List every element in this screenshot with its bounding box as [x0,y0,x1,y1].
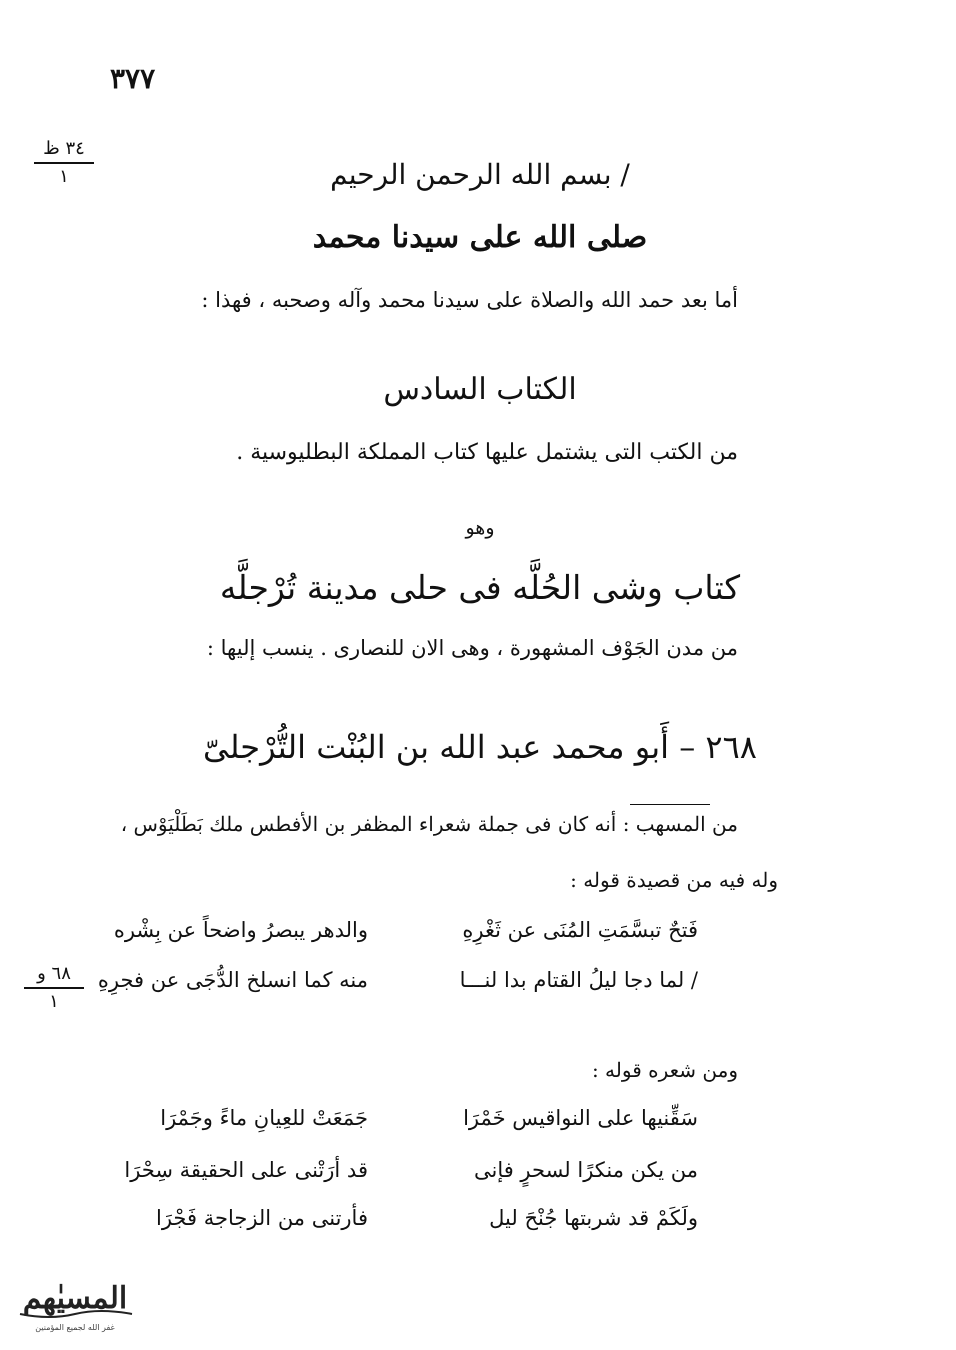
verse-second-hemistich: منه كما انسلخ الدُّجَى عن فجرِهِ [97,968,368,992]
margin-ref-manuscript: ١ [59,166,69,187]
stamp-text: المسيٰهم [22,1281,128,1316]
margin-ref-rule [34,162,94,164]
verse-first-hemistich: سَقِّنيها على النواقيس خَمْرَا [463,1106,698,1130]
margin-ref-rule [24,987,84,989]
verse-line [78,1106,698,1146]
verse-second-hemistich: جَمَعَتْ للعِيانِ ماءً وجَمْرَا [160,1106,368,1130]
verse-line [78,918,698,958]
margin-folio-ref [24,965,84,1011]
verse-second-hemistich: فأرتنى من الزجاجة فَجْرَا [156,1206,368,1230]
verse-line [78,1206,698,1246]
source-rule [630,804,710,805]
poem-intro: وله فيه من قصيدة قوله : [570,868,778,892]
verse-line [78,1158,698,1198]
library-stamp-logo [10,1268,140,1338]
book-subtitle: من الكتب التى يشتمل عليها كتاب المملكة البطليوسية . [236,440,738,465]
verse-first-hemistich: فَتحٌ تبسَّمَتِ المُنَى عن ثَغْرِهِ [462,918,698,942]
verse-line [78,968,698,1008]
preface-line: أما بعد حمد الله والصلاة على سيدنا محمد وآله وصحبه ، فهذا : [201,288,738,312]
stamp-subtext: غفر الله لجميع المؤمنين [35,1323,115,1332]
margin-folio-ref [34,140,94,186]
margin-ref-folio: ٣٤ ظ [43,138,85,159]
page-number: ٣٧٧ [110,62,156,95]
verse-second-hemistich: قد أرَتْنى على الحقيقة سِحْرَا [124,1158,368,1182]
basmala: / بسم الله الرحمن الرحيم [330,158,630,191]
work-subtitle: من مدن الجَوْف المشهورة ، وهى الان للنصارى . ينسب إليها : [206,636,738,660]
verse-second-hemistich: والدهر يبصرُ واضحاً عن بِشْره [113,918,368,942]
work-title: كتاب وشى الحُلَّه فى حلى مدينة تُرْجلَّه [219,568,741,607]
verse-first-hemistich: من يكن منكرًا لسحرٍ فإنى [473,1158,698,1182]
source-line: من المسهب : أنه كان فى جملة شعراء المظفر بن الأفطس ملك بَطَلْيَوْس ، [120,812,738,836]
margin-ref-manuscript: ١ [49,991,59,1012]
verse-first-hemistich: / لما دجا ليلُ القتام بدا لنـــا [459,968,698,992]
book-title: الكتاب السادس [383,372,577,407]
entry-heading: ٢٦٨ – أَبو محمد عبد الله بن البُنْت التُّرْجلىّ [203,728,757,766]
connector-word: وهو [465,517,495,539]
poem-intro: ومن شعره قوله : [591,1058,738,1082]
salat-line: صلى الله على سيدنا محمد [312,220,648,255]
margin-ref-folio: ٦٨ و [37,963,71,984]
verse-first-hemistich: ولَكَمْ قد شربتها جُنْحَ ليل [489,1206,698,1230]
